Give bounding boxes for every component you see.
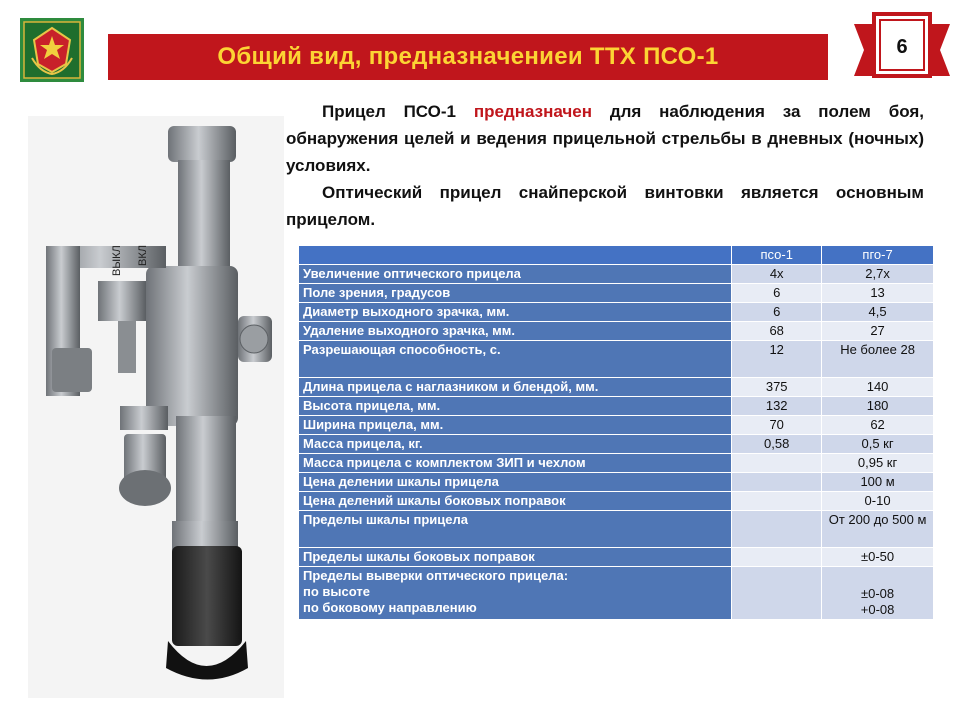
- row-sublabel-lateral: по боковому направлению: [303, 600, 477, 615]
- row-value: 0-10: [822, 492, 934, 511]
- row-value: 62: [822, 416, 934, 435]
- row-value: 0,95 кг: [822, 454, 934, 473]
- row-value: [822, 567, 934, 620]
- table-row: [299, 454, 934, 473]
- table-row: [299, 567, 934, 620]
- intro-paragraph-1: Прицел ПСО-1 предназначен для наблюдения за полем боя, обнаружения целей и ведения прицельной стрельбы в дневных (ночных) условиях.: [286, 102, 924, 175]
- table-row: [299, 265, 934, 284]
- row-value: 100 м: [822, 473, 934, 492]
- row-label: Высота прицела, мм.: [299, 397, 732, 416]
- intro-paragraph-2: Оптический прицел снайперской винтовки является основным прицелом.: [286, 183, 924, 229]
- row-value: 4,5: [822, 303, 934, 322]
- row-value: 70: [732, 416, 822, 435]
- row-value: ±0-50: [822, 548, 934, 567]
- row-label: Масса прицела, кг.: [299, 435, 732, 454]
- row-value: 140: [822, 378, 934, 397]
- value-lateral: +0-08: [860, 602, 895, 617]
- row-sublabel-height: по высоте: [303, 584, 370, 599]
- military-emblem-logo: [20, 18, 84, 82]
- row-value: 2,7х: [822, 265, 934, 284]
- page-number: 6: [896, 35, 908, 58]
- row-label: Цена делений шкалы боковых поправок: [299, 492, 732, 511]
- row-label: Удаление выходного зрачка, мм.: [299, 322, 732, 341]
- table-row: [299, 397, 934, 416]
- row-label: Цена делении шкалы прицела: [299, 473, 732, 492]
- row-value: [732, 567, 822, 620]
- row-value: 68: [732, 322, 822, 341]
- table-row: [299, 341, 934, 378]
- header-pgo7: пго-7: [822, 246, 934, 265]
- row-value: 0,5 кг: [822, 435, 934, 454]
- row-label: Пределы шкалы боковых поправок: [299, 548, 732, 567]
- intro-text: [286, 98, 924, 233]
- header-pso1: псо-1: [732, 246, 822, 265]
- table-row: [299, 492, 934, 511]
- row-value: 132: [732, 397, 822, 416]
- table-header-row: [299, 246, 934, 265]
- ttx-table: [298, 245, 934, 620]
- row-value: [732, 473, 822, 492]
- row-value: 180: [822, 397, 934, 416]
- table-row: [299, 378, 934, 397]
- row-value: 375: [732, 378, 822, 397]
- row-label: Поле зрения, градусов: [299, 284, 732, 303]
- switch-label-vkl: ВКЛ: [137, 245, 149, 266]
- value-height: ±0-08: [860, 586, 895, 601]
- row-value: 0,58: [732, 435, 822, 454]
- row-label: Пределы выверки оптического прицела:: [303, 568, 569, 583]
- row-value: 13: [822, 284, 934, 303]
- row-value: 27: [822, 322, 934, 341]
- row-value: 12: [732, 341, 822, 378]
- table-row: [299, 322, 934, 341]
- row-value: От 200 до 500 м: [822, 511, 934, 548]
- row-value: [732, 511, 822, 548]
- row-value: 4х: [732, 265, 822, 284]
- row-value: Не более 28: [822, 341, 934, 378]
- row-value: [732, 548, 822, 567]
- table-row: [299, 548, 934, 567]
- row-label: Масса прицела с комплектом ЗИП и чехлом: [299, 454, 732, 473]
- table-row: [299, 511, 934, 548]
- row-label: Длина прицела с наглазником и блендой, мм.: [299, 378, 732, 397]
- slide-title: Общий вид, предназначениеи ТТХ ПСО-1: [108, 34, 828, 80]
- row-value: 6: [732, 303, 822, 322]
- table-row: [299, 416, 934, 435]
- row-label: Пределы шкалы прицела: [299, 511, 732, 548]
- row-label: Диаметр выходного зрачка, мм.: [299, 303, 732, 322]
- row-label: Разрешающая способность, с.: [299, 341, 732, 378]
- table-row: [299, 473, 934, 492]
- row-value: [732, 492, 822, 511]
- row-value: [732, 454, 822, 473]
- table-row: [299, 303, 934, 322]
- table-row: [299, 284, 934, 303]
- row-label: [299, 567, 732, 620]
- row-label: Увеличение оптического прицела: [299, 265, 732, 284]
- row-label: Ширина прицела, мм.: [299, 416, 732, 435]
- pso1-scope-photo: [28, 116, 284, 698]
- row-value: 6: [732, 284, 822, 303]
- table-row: [299, 435, 934, 454]
- highlight-purpose: предназначен: [473, 102, 592, 121]
- switch-label-vykl: ВЫКЛ: [111, 245, 123, 276]
- header-label: [299, 246, 732, 265]
